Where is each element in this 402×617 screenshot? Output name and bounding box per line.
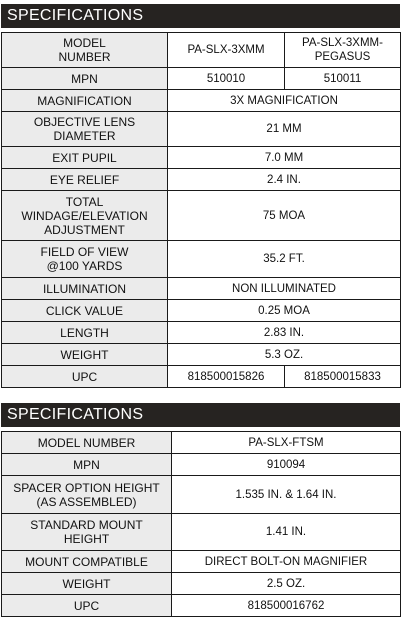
spec-value-model-number-2: PA-SLX-3XMM-PEGASUS <box>285 33 401 68</box>
spec-label-weight: WEIGHT <box>2 344 168 366</box>
table-row <box>2 191 401 241</box>
spec-label-model-number: MODEL NUMBER <box>2 432 172 454</box>
table-row <box>2 476 401 514</box>
table-row <box>2 366 401 388</box>
spec-value-magnification: 3X MAGNIFICATION <box>168 90 401 112</box>
table-row <box>2 90 401 112</box>
spec-label-illumination: ILLUMINATION <box>2 278 168 300</box>
spec-label-eye-relief: EYE RELIEF <box>2 169 168 191</box>
spec-value-standard-mount-height: 1.41 IN. <box>172 514 401 551</box>
spec-label-mpn: MPN <box>2 68 168 90</box>
table-row <box>2 278 401 300</box>
spec-value-weight: 2.5 OZ. <box>172 573 401 595</box>
table-row <box>2 514 401 551</box>
spec-label-spacer-height: SPACER OPTION HEIGHT (AS ASSEMBLED) <box>2 476 172 514</box>
specifications-heading: SPECIFICATIONS <box>1 4 400 28</box>
spec-value-windage-elevation: 75 MOA <box>168 191 401 241</box>
table-row <box>2 454 401 476</box>
spec-value-spacer-height: 1.535 IN. & 1.64 IN. <box>172 476 401 514</box>
spec-value-field-of-view: 35.2 FT. <box>168 241 401 278</box>
spec-value-objective-lens: 21 MM <box>168 112 401 147</box>
spec-label-standard-mount-height: STANDARD MOUNT HEIGHT <box>2 514 172 551</box>
spec-value-length: 2.83 IN. <box>168 322 401 344</box>
table-row <box>2 241 401 278</box>
spec-value-eye-relief: 2.4 IN. <box>168 169 401 191</box>
table-row <box>2 147 401 169</box>
spec-value-illumination: NON ILLUMINATED <box>168 278 401 300</box>
spec-value-upc: 818500016762 <box>172 595 401 617</box>
spec-label-upc: UPC <box>2 595 172 617</box>
spec-label-mpn: MPN <box>2 454 172 476</box>
spec-label-upc: UPC <box>2 366 168 388</box>
spec-value-upc-1: 818500015826 <box>168 366 285 388</box>
spec-value-upc-2: 818500015833 <box>285 366 401 388</box>
table-row <box>2 344 401 366</box>
spec-value-mpn-2: 510011 <box>285 68 401 90</box>
spec-label-magnification: MAGNIFICATION <box>2 90 168 112</box>
table-row <box>2 432 401 454</box>
magnifier-spec-table <box>1 32 401 388</box>
spec-label-exit-pupil: EXIT PUPIL <box>2 147 168 169</box>
specifications-heading: SPECIFICATIONS <box>1 403 400 427</box>
table-row <box>2 322 401 344</box>
table-row <box>2 573 401 595</box>
table-row <box>2 33 401 68</box>
spec-value-click-value: 0.25 MOA <box>168 300 401 322</box>
spec-label-click-value: CLICK VALUE <box>2 300 168 322</box>
spec-label-mount-compatible: MOUNT COMPATIBLE <box>2 551 172 573</box>
table-row <box>2 112 401 147</box>
magnifier-specifications <box>1 4 400 388</box>
spec-value-mpn: 910094 <box>172 454 401 476</box>
spec-label-model-number: MODEL NUMBER <box>2 33 168 68</box>
table-row <box>2 300 401 322</box>
table-row <box>2 595 401 617</box>
spec-value-exit-pupil: 7.0 MM <box>168 147 401 169</box>
mount-spec-table <box>1 431 401 617</box>
spec-label-weight: WEIGHT <box>2 573 172 595</box>
spec-value-mount-compatible: DIRECT BOLT-ON MAGNIFIER <box>172 551 401 573</box>
spec-label-length: LENGTH <box>2 322 168 344</box>
mount-specifications <box>1 403 400 617</box>
spec-label-objective-lens: OBJECTIVE LENS DIAMETER <box>2 112 168 147</box>
spec-label-field-of-view: FIELD OF VIEW @100 YARDS <box>2 241 168 278</box>
spec-value-model-number-1: PA-SLX-3XMM <box>168 33 285 68</box>
table-row <box>2 68 401 90</box>
spec-value-mpn-1: 510010 <box>168 68 285 90</box>
spec-value-model-number: PA-SLX-FTSM <box>172 432 401 454</box>
spec-value-weight: 5.3 OZ. <box>168 344 401 366</box>
table-row <box>2 551 401 573</box>
spec-label-windage-elevation: TOTAL WINDAGE/ELEVATION ADJUSTMENT <box>2 191 168 241</box>
table-row <box>2 169 401 191</box>
